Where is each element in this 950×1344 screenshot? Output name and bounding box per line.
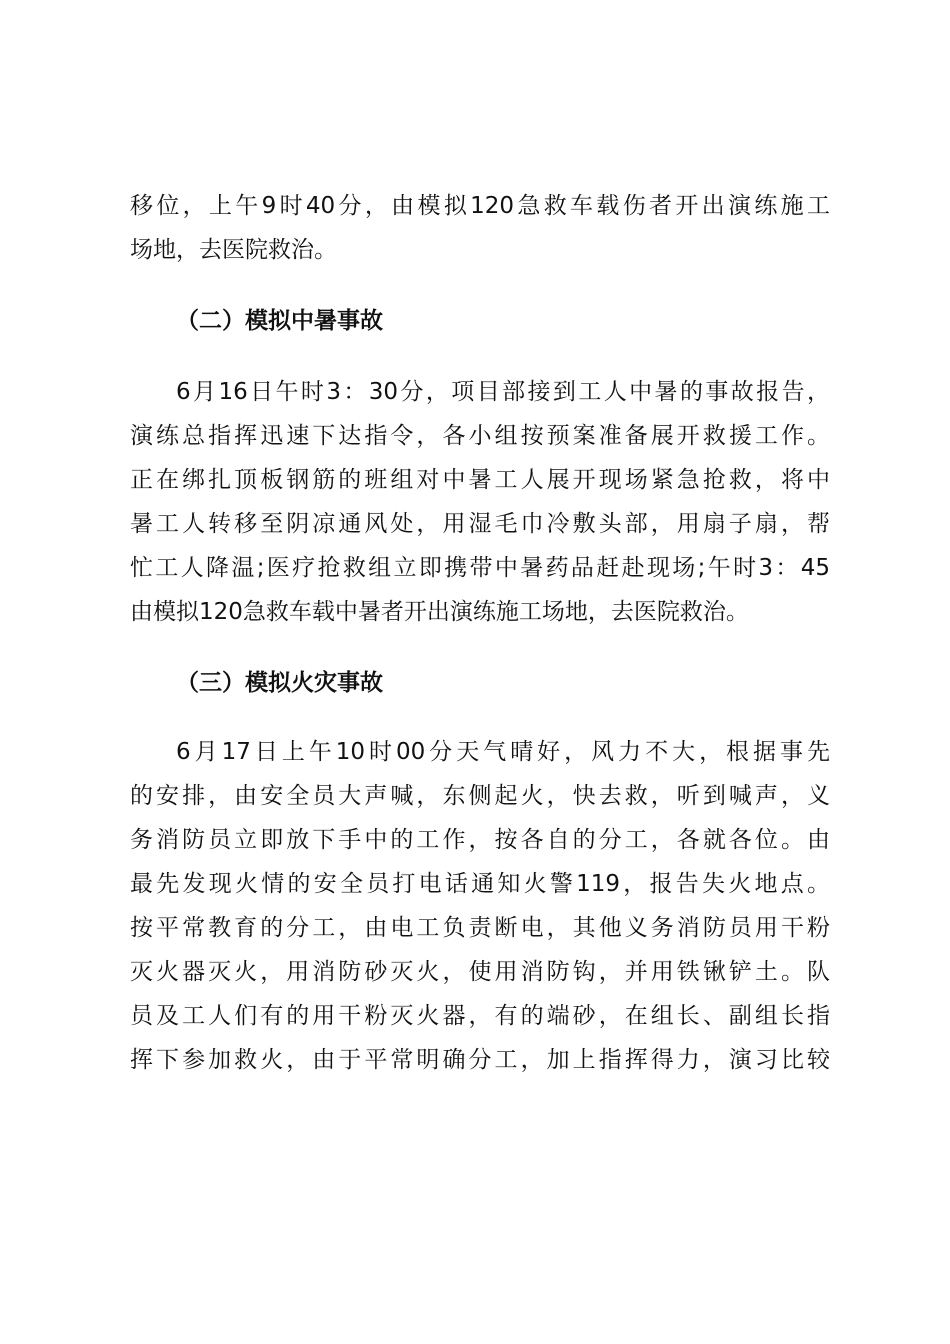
text-line: 演练总指挥迅速下达指令，各小组按预案准备展开救援工作。 [130,423,830,449]
text-line: 移位，上午9时40分，由模拟120急救车载伤者开出演练施工 [130,193,830,219]
paragraph-spacer [130,634,830,661]
text-line: 按平常教育的分工，由电工负责断电，其他义务消防员用干粉 [130,915,830,941]
text-line: 场地，去医院救治。 [130,237,337,263]
text-line: 务消防员立即放下手中的工作，按各自的分工，各就各位。由 [130,827,830,853]
paragraph-spacer [130,705,830,730]
text-line: 灭火器灭火，用消防砂灭火，使用消防钩，并用铁锹铲土。队 [130,959,830,985]
paragraph-fire [130,730,830,1082]
text-line: 最先发现火情的安全员打电话通知火警119，报告失火地点。 [130,871,830,897]
section-heading-heatstroke: （二）模拟中暑事故 [176,308,383,334]
text-line: 暑工人转移至阴凉通风处，用湿毛巾冷敷头部，用扇子扇，帮 [130,511,830,537]
text-line: 正在绑扎顶板钢筋的班组对中暑工人展开现场紧急抢救，将中 [130,467,830,493]
text-line: 6月17日上午10时00分天气晴好，风力不大，根据事先 [176,739,830,765]
paragraph-spacer [130,272,830,299]
text-line: 员及工人们有的用干粉灭火器，有的端砂，在组长、副组长指 [130,1003,830,1029]
text-line: 6月16日午时3：30分，项目部接到工人中暑的事故报告， [176,379,830,405]
section-heading-fire: （三）模拟火灾事故 [176,670,383,696]
paragraph-heatstroke [130,370,830,634]
text-line: 忙工人降温;医疗抢救组立即携带中暑药品赶赴现场;午时3：45 [130,555,830,581]
document-body [130,184,830,1082]
paragraph-spacer [130,343,830,370]
text-line: 的安排，由安全员大声喊，东侧起火，快去救，听到喊声，义 [130,783,830,809]
text-line: 挥下参加救火，由于平常明确分工，加上指挥得力，演习比较 [130,1047,830,1073]
paragraph-evacuation-end [130,184,830,272]
text-line: 由模拟120急救车载中暑者开出演练施工场地，去医院救治。 [130,599,749,625]
